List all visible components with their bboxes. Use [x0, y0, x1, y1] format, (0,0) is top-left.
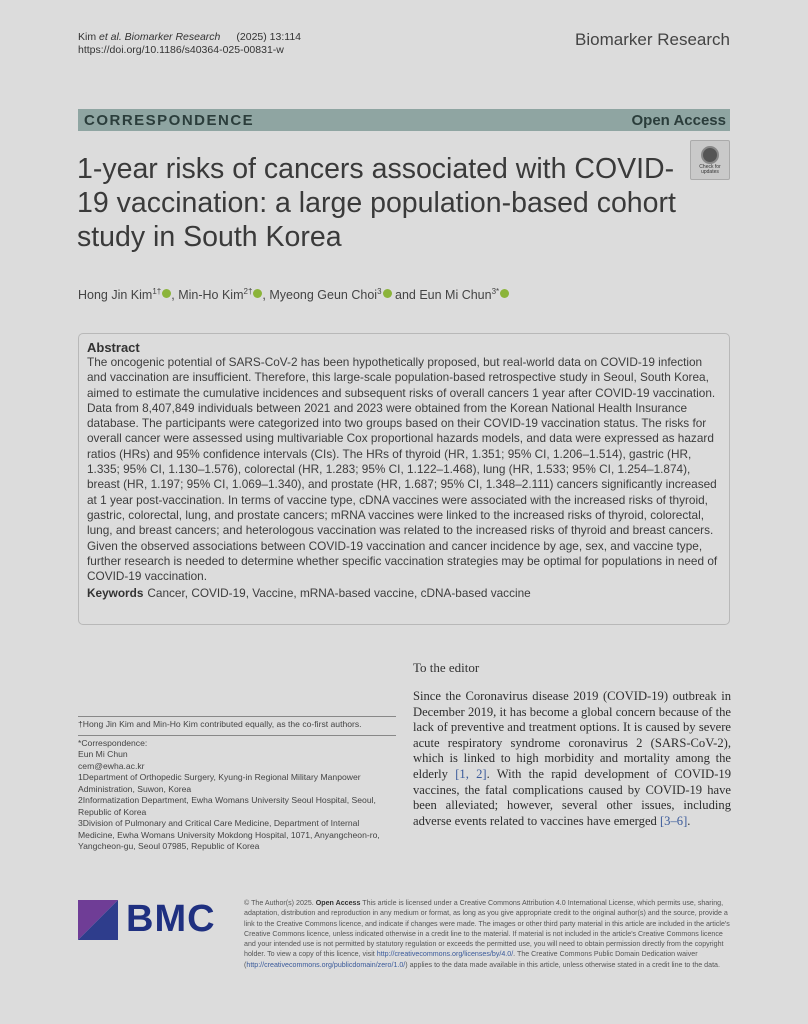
author-list: Hong Jin Kim$^{1\dagger}$ , Min-Ho Kim$^{2\dagger}$ , Myeong Geun Choi$^3$ and Eun Mi Chun$^{3*}$ — [78, 287, 509, 302]
author-name[interactable]: Eun Mi Chun — [419, 288, 492, 303]
equal-contribution-note: †Hong Jin Kim and Min-Ho Kim contributed equally, as the co-first authors. — [78, 719, 362, 729]
license-link[interactable]: http://creativecommons.org/licenses/by/4.0/ — [376, 950, 514, 959]
article-type-banner — [78, 109, 730, 131]
license-text: © The Author(s) 2025. Open Access This article is licensed under a Creative Commons Attribution 4.0 International License, which permits use, sharing, adaptation, distribution and reproduction in any medium or format, as long as you give appropriate credit to the original author(s) and the source, provide a link to the Creative Commons licence, and indicate if changes were made. The images or other third party material in this article are included in the article's Creative Commons licence, unless indicated otherwise in a credit line to the material. If material is not included in the article's Creative Commons licence and your intended use is not permitted by statutory regulation or exceeds the permitted use, you will need to obtain permission directly from the copyright holder. To view a copy of this licence, visit http://creativecommons.org/licenses/by/4.0/. The Creative Commons Public Domain Dedication waiver (http://creativecommons.org/publicdomain/zero/1.0/) applies to the data made available in this article, unless otherwise stated in a credit line to the data. — [244, 899, 730, 969]
correspondence-name: Eun Mi Chun — [78, 749, 128, 759]
check-for-updates-button[interactable]: Check for updates — [690, 140, 730, 180]
citation-header — [78, 31, 301, 57]
correspondence-label: *Correspondence: — [78, 737, 148, 748]
check-updates-icon — [701, 146, 719, 164]
salutation: To the editor — [413, 660, 480, 675]
bmc-logo: BMC — [78, 898, 216, 941]
body-paragraph: Since the Coronavirus disease 2019 (COVID-19) outbreak in December 2019, it has become a global concern because of the lack of preventive and treatment options. It is caused by severe acute respiratory syndrome coronavirus 2 (SARS-CoV-2), which is linked to high morbidity and mortality among the elderly [1, 2]. With the rapid development of COVID-19 vaccines, the fatal complications caused by COVID-19 have been alleviated; however, several other issues, including adverse events related to vaccines have emerged [3–6]. — [413, 689, 731, 828]
doi-link[interactable]: https://doi.org/10.1186/s40364-025-00831-w — [78, 44, 284, 56]
keywords: Keywords Cancer, COVID-19, Vaccine, mRNA-based vaccine, cDNA-based vaccine — [87, 586, 531, 601]
abstract-text: The oncogenic potential of SARS-CoV-2 has been hypothetically proposed, but real-world data on COVID-19 infection and vaccination are insufficient. Therefore, this large-scale population-based retrospective study in Seoul, South Korea, aimed to estimate the cumulative incidences and subsequent risks of overall cancers 1 year after COVID-19 vaccination. Data from 8,407,849 individuals between 2021 and 2023 were obtained from the Korean National Health Insurance database. The participants were categorized into two groups based on their COVID-19 vaccination status. The risks for overall cancer were assessed using multivariable Cox proportional hazards models, and data were expressed as hazard ratios (HRs) and 95% confidence intervals (CIs). The HRs of thyroid (HR, 1.351; 95% CI, 1.206–1.514), gastric (HR, 1.335; 95% CI, 1.130–1.576), colorectal (HR, 1.283; 95% CI, 1.122–1.468), lung (HR, 1.533; 95% CI, 1.254–1.874), breast (HR, 1.197; 95% CI, 1.069–1.340), and prostate (HR, 1.687; 95% CI, 1.348–2.111) cancers significantly increased at 1 year post-vaccination. In terms of vaccine type, cDNA vaccines were associated with the increased risks of thyroid, gastric, colorectal, lung, and prostate cancers; mRNA vaccines were linked to the increased risks of thyroid, colorectal, lung, and breast cancers; and heterologous vaccination was related to the increased risks of thyroid and breast cancers. Given the observed associations between COVID-19 vaccination and cancer incidence by age, sex, and vaccine type, further research is needed to determine whether specific vaccination strategies may be optimal for populations in need of COVID-19 vaccination. — [87, 355, 718, 584]
bmc-logo-icon — [78, 900, 118, 940]
divider — [78, 716, 396, 717]
orcid-icon[interactable] — [500, 289, 509, 298]
author-name[interactable]: Min-Ho Kim — [178, 288, 244, 303]
divider — [78, 735, 396, 736]
article-title: 1-year risks of cancers associated with COVID-19 vaccination: a large population-based cohort study in South Korea — [77, 153, 676, 253]
citation-line: Kim et al. Biomarker Research (2025) 13:114 — [78, 31, 301, 43]
abstract-box — [78, 333, 730, 625]
open-access-label: Open Access — [631, 111, 726, 129]
article-type: CORRESPONDENCE — [84, 111, 255, 129]
affiliation: 2Informatization Department, Ewha Womans University Seoul Hospital, Seoul, Republic of Korea — [78, 795, 376, 817]
citation-link[interactable]: [1, 2] — [455, 766, 487, 781]
orcid-icon[interactable] — [162, 289, 171, 298]
orcid-icon[interactable] — [383, 289, 392, 298]
cc0-link[interactable]: http://creativecommons.org/publicdomain/zero/1.0/ — [246, 960, 406, 969]
citation-link[interactable]: [3–6] — [659, 813, 688, 828]
affiliation: 3Division of Pulmonary and Critical Care Medicine, Department of Internal Medicine, Ewha Womans University Mokdong Hospital, 1071, Anyangcheon-ro, Yangcheon-gu, Seoul 07985, Republic of Korea — [78, 818, 380, 851]
author-name[interactable]: Myeong Geun Choi — [269, 288, 378, 303]
correspondence-email[interactable]: cem@ewha.ac.kr — [78, 760, 145, 771]
footnotes — [78, 716, 396, 853]
author-name[interactable]: Hong Jin Kim — [78, 288, 153, 303]
abstract-heading: Abstract — [87, 340, 140, 355]
affiliation: 1Department of Orthopedic Surgery, Kyung-in Regional Military Manpower Administration, Suwon, Korea — [78, 772, 361, 794]
journal-name: Biomarker Research — [575, 30, 730, 49]
